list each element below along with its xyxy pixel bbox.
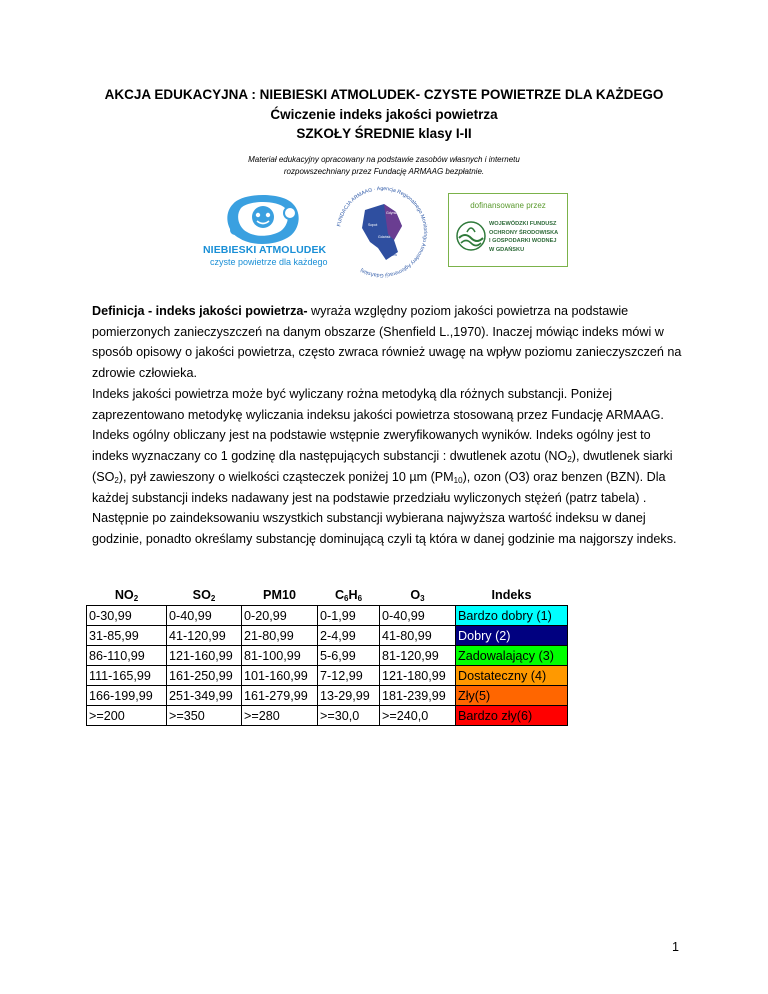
cell-o3: 41-80,99 xyxy=(380,626,456,646)
doc-title: AKCJA EDUKACYJNA : NIEBIESKI ATMOLUDEK- CZYSTE POWIETRZE DLA KAŻDEGO xyxy=(104,87,664,102)
header-no2: $NO_2$ xyxy=(114,587,139,603)
cell-no2: 111-165,99 xyxy=(87,666,167,686)
map-label-sopot: Sopot xyxy=(368,223,378,227)
table-header-row xyxy=(87,584,568,606)
atmoludek-mascot-icon xyxy=(203,190,323,246)
cell-so2: 121-160,99 xyxy=(167,646,242,666)
cell-index-level: Zadowalający (3) xyxy=(456,646,568,666)
cell-index-level: Dobry (2) xyxy=(456,626,568,646)
atmoludek-name: NIEBIESKI ATMOLUDEK xyxy=(203,244,327,256)
cell-o3: 121-180,99 xyxy=(380,666,456,686)
cell-no2: 0-30,99 xyxy=(87,606,167,626)
header-c6h6: $C_6H_6$ xyxy=(334,587,363,603)
cell-so2: 161-250,99 xyxy=(167,666,242,686)
header-pm10: PM10 xyxy=(263,587,296,602)
cell-c6h6: 0-1,99 xyxy=(318,606,380,626)
map-label-gdynia: Gdynia xyxy=(386,211,398,215)
wfosigw-logo xyxy=(448,193,568,267)
cell-pm10: 161-279,99 xyxy=(242,686,318,706)
cell-pm10: 81-100,99 xyxy=(242,646,318,666)
cell-pm10: 101-160,99 xyxy=(242,666,318,686)
armaag-logo xyxy=(332,182,432,282)
cell-no2: 166-199,99 xyxy=(87,686,167,706)
cell-c6h6: >=30,0 xyxy=(318,706,380,726)
funding-org: WOJEWÓDZKI FUNDUSZ OCHRONY ŚRODOWISKA I GOSPODARKI WODNEJ W GDAŃSKU xyxy=(489,221,559,253)
table-row xyxy=(87,646,568,666)
atmoludek-logo xyxy=(203,190,328,276)
cell-so2: 0-40,99 xyxy=(167,606,242,626)
cell-o3: 0-40,99 xyxy=(380,606,456,626)
cell-index-level: Dostateczny (4) xyxy=(456,666,568,686)
cell-index-level: Bardzo dobry (1) xyxy=(456,606,568,626)
table-row xyxy=(87,706,568,726)
doc-subtitle: Ćwiczenie indeks jakości powietrza xyxy=(270,107,498,122)
armaag-map-icon xyxy=(332,182,432,282)
cell-c6h6: 7-12,99 xyxy=(318,666,380,686)
cell-o3: >=240,0 xyxy=(380,706,456,726)
table-row xyxy=(87,626,568,646)
cell-no2: 31-85,99 xyxy=(87,626,167,646)
cell-so2: 251-349,99 xyxy=(167,686,242,706)
header-so2: $SO_2$ xyxy=(192,587,216,603)
definition-term: Definicja - indeks jakości powietrza- xyxy=(92,304,308,318)
funding-label: dofinansowane przez xyxy=(470,201,546,210)
cell-pm10: >=280 xyxy=(242,706,318,726)
cell-pm10: 0-20,99 xyxy=(242,606,318,626)
cell-index-level: Zły(5) xyxy=(456,686,568,706)
air-quality-index-table xyxy=(86,584,568,726)
table-row xyxy=(87,606,568,626)
definition-text: wyraża względny poziom jakości powietrza na podstawie pomierzonych zanieczyszczeń na danym obszarze (Shenfield L.,1970). Inaczej mówiąc indeks mówi w sposób opisowy o jakości powietrza, często zwraca również uwagę na wpływ poziomu zanieczyszczeń na zdrowie człowieka. xyxy=(92,304,682,381)
table-row xyxy=(87,686,568,706)
cell-o3: 81-120,99 xyxy=(380,646,456,666)
cell-no2: 86-110,99 xyxy=(87,646,167,666)
cell-c6h6: 5-6,99 xyxy=(318,646,380,666)
material-note-2: rozpowszechniany przez Fundację ARMAAG bezpłatnie. xyxy=(283,167,485,176)
atmoludek-slogan: czyste powietrze dla każdego xyxy=(210,257,328,267)
cell-o3: 181-239,99 xyxy=(380,686,456,706)
header-o3: $O_3$ xyxy=(410,587,425,603)
map-label-tczew: Tczew xyxy=(387,253,397,257)
cell-c6h6: 13-29,99 xyxy=(318,686,380,706)
cell-no2: >=200 xyxy=(87,706,167,726)
cell-so2: >=350 xyxy=(167,706,242,726)
wfosigw-emblem-icon xyxy=(455,220,487,252)
cell-pm10: 21-80,99 xyxy=(242,626,318,646)
method-paragraph: Indeks jakości powietrza może być wyliczany rożna metodyką dla różnych substancji. Poniżej zaprezentowano metodykę wyliczania indeksu jakości powietrza stosowaną przez Fundację ARMAAG. Indeks ogólny obliczany jest na podstawie wstępnie zweryfikowanych wyników. Indeks ogólny jest to indeks wyznaczany co 1 godzinę dla następujących substancji : dwutlenek azotu $(NO_2)$, dwutlenek siarki $(SO_2)$, pył zawieszony o wielkości cząsteczek poniżej 10 µm $(PM_{10})$, ozon (O3) oraz benzen (BZN). Dla każdej substancji indeks nadawany jest na podstawie przedziału wyliczonych stężeń (patrz tabela) . Następnie po zaindeksowaniu wszystkich substancji wybierana najwyższa wartość indeksu w danej godzinie, ponadto określamy substancję dominującą czyli tą która w danej godzinie ma najgorszy indeks. xyxy=(92,387,677,546)
definition-paragraph xyxy=(92,301,682,384)
cell-so2: 41-120,99 xyxy=(167,626,242,646)
material-note-1: Materiał edukacyjny opracowany na podstawie zasobów własnych i internetu xyxy=(248,155,520,164)
page-number: 1 xyxy=(672,940,680,954)
cell-c6h6: 2-4,99 xyxy=(318,626,380,646)
table-row xyxy=(87,666,568,686)
header-index: Indeks xyxy=(491,587,532,602)
armaag-ring-text: FUNDACJA ARMAAG · Agencja Regionalnego Monitoringu Atmosfery Aglomeracji Gdańskiej xyxy=(336,185,429,279)
map-label-gdansk: Gdańsk xyxy=(378,235,391,239)
cell-index-level: Bardzo zły(6) xyxy=(456,706,568,726)
doc-school-level: SZKOŁY ŚREDNIE klasy I-II xyxy=(296,126,472,141)
